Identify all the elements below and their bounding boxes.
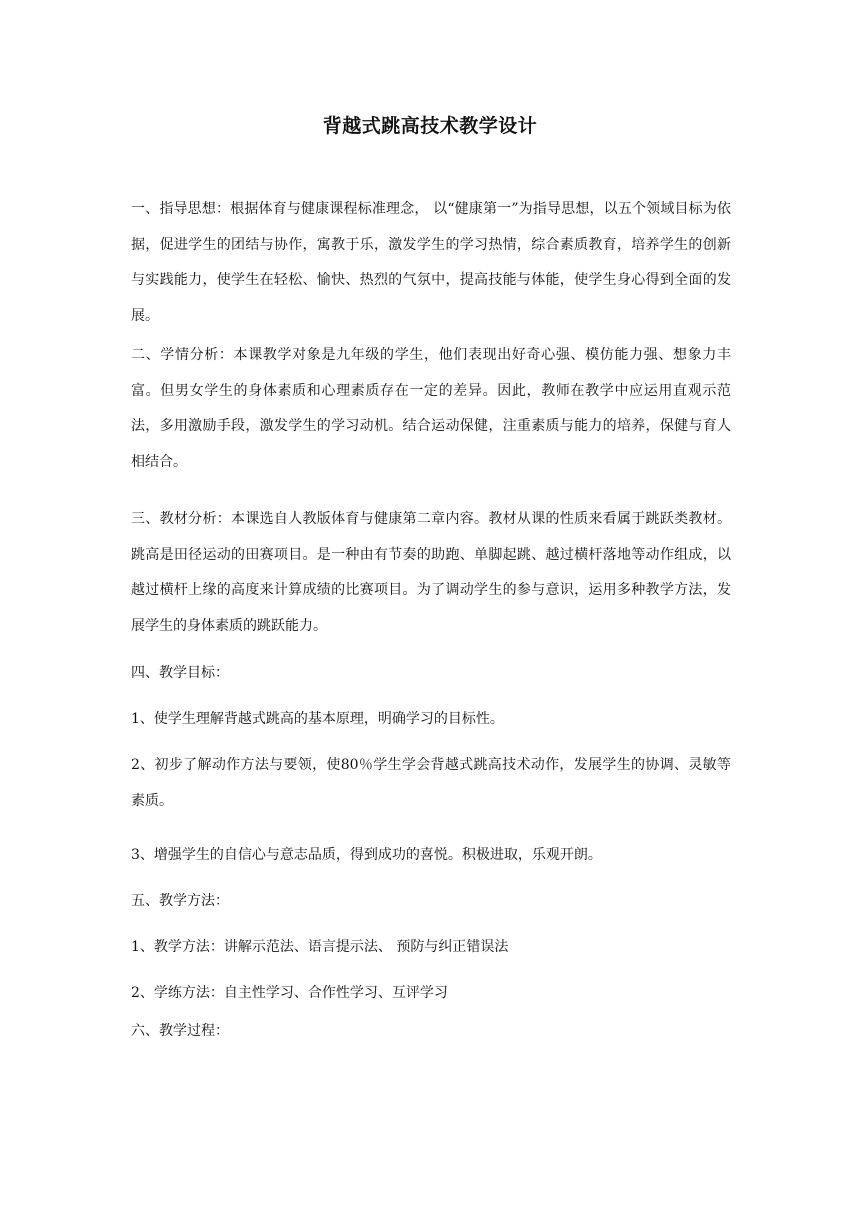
paragraph-objective-2: 2、初步了解动作方法与要领，使80％学生学会背越式跳高技术动作，发展学生的协调、灵敏等素质。: [131, 757, 731, 809]
paragraph-teaching-methods-heading: 五、教学方法：: [131, 893, 229, 909]
paragraph-material-analysis: 三、教材分析：本课选自人教版体育与健康第二章内容。教材从课的性质来看属于跳跃类教材。跳高是田径运动的田赛项目。是一种由有节奏的助跑、单脚起跳、越过横杆落地等动作组成，以越过横杆上缘的高度来计算成绩的比赛项目。为了调动学生的参与意识，运用多种教学方法，发展学生的身体素质的跳跃能力。: [131, 511, 731, 634]
paragraph-teaching-objectives-heading: 四、教学目标：: [131, 665, 229, 681]
paragraph-objective-3: 3、增强学生的自信心与意志品质，得到成功的喜悦。积极进取，乐观开朗。: [131, 847, 602, 863]
paragraph-teaching-process-heading: 六、教学过程：: [131, 1023, 229, 1039]
paragraph-student-analysis: 二、学情分析：本课教学对象是九年级的学生，他们表现出好奇心强、模仿能力强、想象力丰富。但男女学生的身体素质和心理素质存在一定的差异。因此，教师在教学中应运用直观示范法，多用激励手段，激发学生的学习动机。结合运动保健，注重素质与能力的培养，保健与育人相结合。: [131, 347, 731, 470]
paragraph-method-2: 2、学练方法：自主性学习、合作性学习、互评学习: [131, 985, 448, 1001]
document-title: 背越式跳高技术教学设计: [322, 115, 538, 137]
paragraph-method-1: 1、教学方法：讲解示范法、语言提示法、 预防与纠正错误法: [131, 939, 509, 955]
paragraph-guiding-thought: 一、指导思想：根据体育与健康课程标准理念， 以“健康第一”为指导思想，以五个领域目标为依据，促进学生的团结与协作，寓教于乐，激发学生的学习热情，综合素质教育，培养学生的创新与实践能力，使学生在轻松、愉快、热烈的气氛中，提高技能与体能，使学生身心得到全面的发展。: [131, 201, 731, 324]
paragraph-objective-1: 1、使学生理解背越式跳高的基本原理，明确学习的目标性。: [131, 711, 504, 727]
